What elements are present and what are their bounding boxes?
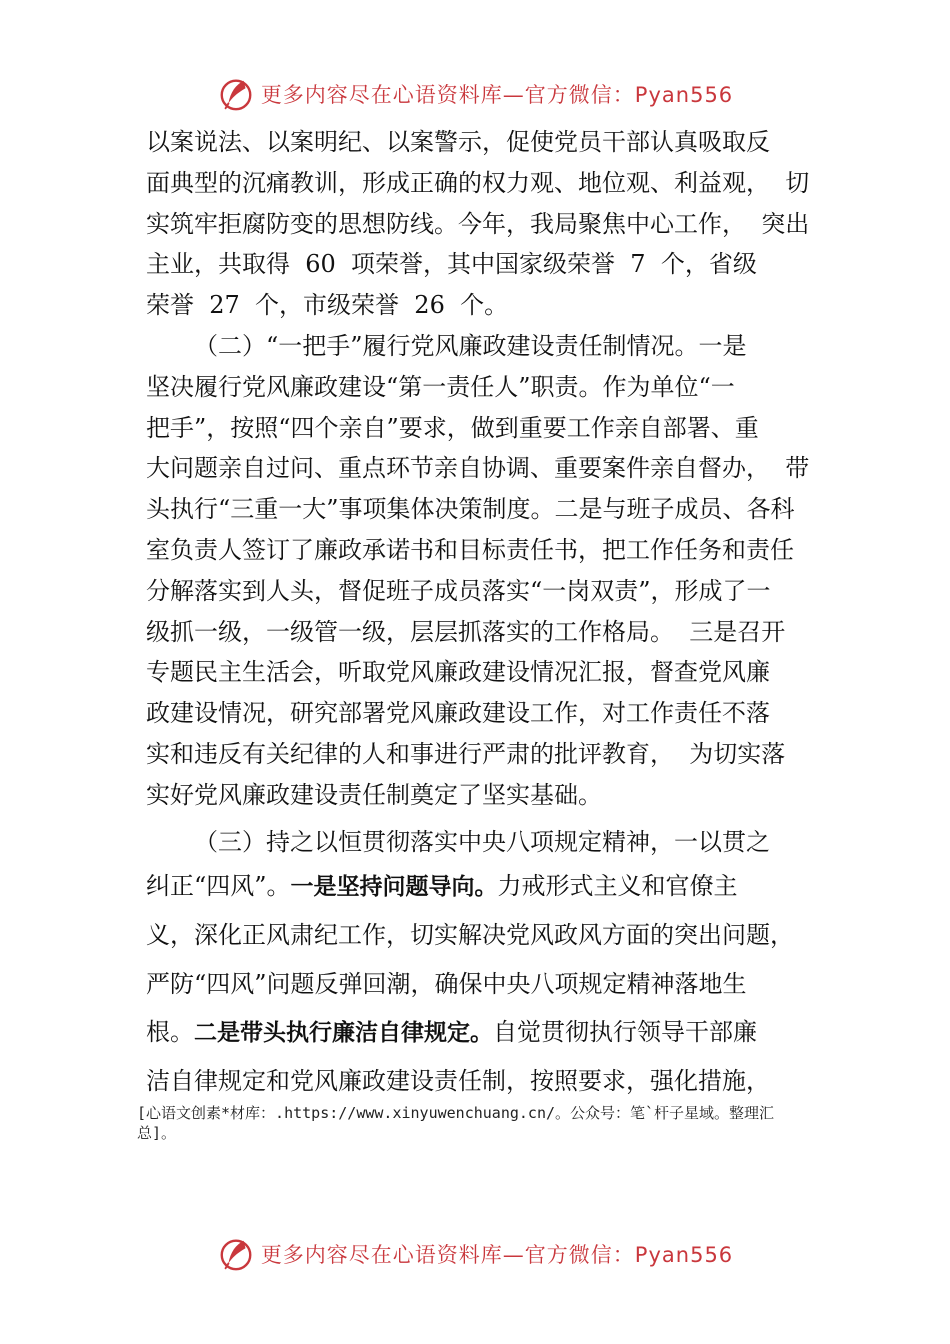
footnote-line: 总]。 [137, 1124, 177, 1142]
text-line: （三）持之以恒贯彻落实中央八项规定精神，一以贯之 [194, 827, 770, 856]
header-watermark-banner [0, 72, 950, 116]
footer-watermark-banner [0, 1232, 950, 1276]
banner-text: 更多内容尽在心语资料库—官方微信：Pyan556 [260, 1243, 734, 1267]
text-run: 纠正“四风”。 [146, 872, 291, 901]
bold-heading-run: 一是坚持问题导向。 [290, 874, 498, 901]
text-line: （二）“一把手”履行党风廉政建设责任制情况。一是 [194, 331, 747, 360]
text-line: 头执行“三重一大”事项集体决策制度。二是与班子成员、各科 [146, 495, 795, 524]
document-body [146, 122, 822, 1105]
footnote-line: [心语文创素*材库：.https://www.xinyuwenchuang.cn/。公众号：笔`杆子星域。整理汇 [137, 1104, 775, 1122]
text-line: 政建设情况，研究部署党风廉政建设工作，对工作责任不落 [146, 699, 770, 728]
text-run: 自觉贯彻执行领导干部廉 [493, 1018, 757, 1047]
text-run: 力戒形式主义和官僚主 [497, 872, 738, 901]
text-line: 洁自律规定和党风廉政建设责任制，按照要求，强化措施， [146, 1066, 770, 1095]
text-line: 以案说法、以案明纪、以案警示，促使党员干部认真吸取反 [146, 128, 770, 156]
text-line: 义，深化正风肃纪工作，切实解决党风政风方面的突出问题， [146, 920, 794, 949]
text-line: 室负责人签订了廉政承诺书和目标责任书，把工作任务和责任 [146, 535, 794, 564]
text-line: 面典型的沉痛教训，形成正确的权力观、地位观、利益观， 切 [146, 168, 810, 197]
text-line: 坚决履行党风廉政建设“第一责任人”职责。作为单位“一 [146, 372, 735, 401]
text-line: 实筑牢拒腐防变的思想防线。今年，我局聚焦中心工作， 突出 [146, 209, 810, 238]
text-line: 严防“四风”问题反弹回潮，确保中央八项规定精神落地生 [146, 969, 747, 998]
text-line [146, 862, 822, 911]
text-line: 把手”，按照“四个亲自”要求，做到重要工作亲自部署、重 [146, 413, 759, 442]
text-line: 大问题亲自过问、重点环节亲自协调、重要案件亲自督办， 带 [146, 454, 810, 483]
text-run: 根。 [146, 1018, 194, 1047]
quill-circle-icon [217, 75, 255, 113]
text-line: 实和违反有关纪律的人和事进行严肃的批评教育， 为切实落 [146, 739, 786, 768]
footnote [137, 1103, 827, 1143]
quill-circle-icon [217, 1235, 255, 1273]
paragraph-2 [146, 326, 822, 816]
text-line: 分解落实到人头，督促班子成员落实“一岗双责”，形成了一 [146, 576, 771, 605]
paragraph-1 [146, 122, 822, 326]
paragraph-3 [146, 822, 822, 1106]
bold-heading-run: 二是带头执行廉洁自律规定。 [194, 1020, 493, 1047]
text-line: 实好党风廉政建设责任制奠定了坚实基础。 [146, 780, 602, 809]
banner-text: 更多内容尽在心语资料库—官方微信：Pyan556 [260, 83, 734, 107]
text-line: 级抓一级，一级管一级，层层抓落实的工作格局。 三是召开 [146, 617, 786, 646]
text-line: 主业，共取得 60 项荣誉，其中国家级荣誉 7 个，省级 [146, 250, 757, 279]
text-line: 专题民主生活会，听取党风廉政建设情况汇报，督查党风廉 [146, 658, 770, 687]
text-line [146, 1008, 822, 1057]
text-line: 荣誉 27 个，市级荣誉 26 个。 [146, 291, 509, 320]
